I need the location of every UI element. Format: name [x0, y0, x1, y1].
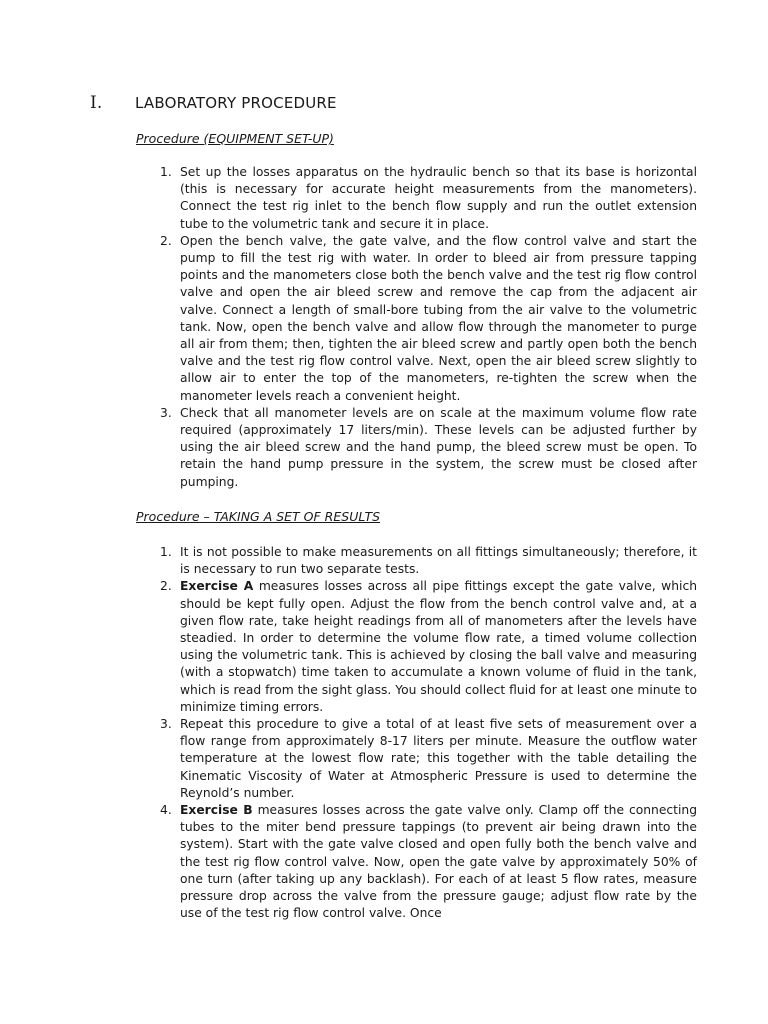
item-text: measures losses across all pipe fittings except the gate valve, which should be kept fully open. Adjust the flow from the bench control valve and, at a given flow rate, take height readings from all of manometers after the levels have steadied. In order to determine the volume flow rate, a timed volume collection using the volumetric tank. This is achieved by closing the ball valve and measuring (with a stopwatch) time taken to accumulate a known volume of fluid in the tank, which is read from the sight glass. You should collect fluid for at least one minute to minimize timing errors. — [180, 579, 697, 714]
taking-results-heading: Procedure – TAKING A SET OF RESULTS — [136, 509, 381, 524]
results-steps-list — [160, 544, 697, 922]
item-number: 1. — [160, 165, 172, 179]
list-item — [160, 578, 697, 716]
item-text: Open the bench valve, the gate valve, and the flow control valve and start the pump to fill the test rig with water. In order to bleed air from pressure tapping points and the manometers close both the bench valve and the test rig flow control valve and open the air bleed screw and remove the cap from the adjacent air valve. Connect a length of small-bore tubing from the air valve to the volumetric tank. Now, open the bench valve and allow flow through the manometer to purge all air from them; then, tighten the air bleed screw and partly open both the bench valve and the test rig flow control valve. Next, open the air bleed screw slightly to allow air to enter the top of the manometers, re-tighten the screw when the manometer levels reach a convenient height. — [180, 233, 697, 403]
item-text: Set up the losses apparatus on the hydraulic bench so that its base is horizontal (this is necessary for accurate height measurements from the manometers). Connect the test rig inlet to the bench flow supply and run the outlet extension tube to the volumetric tank and secure it in place. — [180, 165, 697, 231]
list-item — [160, 544, 697, 578]
section-title: LABORATORY PROCEDURE — [135, 94, 337, 112]
list-item — [160, 802, 697, 922]
list-item — [160, 233, 697, 405]
equipment-setup-heading: Procedure (EQUIPMENT SET-UP) — [136, 131, 334, 146]
item-text: It is not possible to make measurements on all fittings simultaneously; therefore, it is necessary to run two separate tests. — [180, 545, 697, 577]
list-item — [160, 405, 697, 491]
item-text: measures losses across the gate valve only. Clamp off the connecting tubes to the miter bend pressure tappings (to prevent air being drawn into the system). Start with the gate valve closed and open fully both the bench valve and the test rig flow control valve. Now, open the gate valve by approximately 50% of one turn (after taking up any backlash). For each of at least 5 flow rates, measure pressure drop across the valve from the pressure gauge; adjust flow rate by the use of the test rig flow control valve. Once — [180, 803, 697, 921]
item-number: 1. — [160, 545, 172, 559]
list-item — [160, 164, 697, 233]
item-number: 3. — [160, 717, 172, 732]
item-number: 3. — [160, 405, 172, 420]
exercise-label: Exercise A — [180, 579, 254, 594]
section-number: I. — [90, 93, 103, 113]
list-item — [160, 716, 697, 802]
item-text: Check that all manometer levels are on scale at the maximum volume flow rate required (approximately 17 liters/min). These levels can be adjusted further by using the air bleed screw and the hand pump, the bleed screw must be open. To retain the hand pump pressure in the system, the screw must be closed after pumping. — [180, 405, 697, 489]
section-heading — [90, 93, 337, 114]
exercise-label: Exercise B — [180, 803, 253, 818]
item-text: Repeat this procedure to give a total of at least five sets of measurement over a flow range from approximately 8-17 liters per minute. Measure the outflow water temperature at the lowest flow rate; this together with the table detailing the Kinematic Viscosity of Water at Atmospheric Pressure is used to determine the Reynold’s number. — [180, 717, 697, 800]
item-number: 2. — [160, 233, 172, 248]
item-number: 4. — [160, 803, 172, 818]
item-number: 2. — [160, 579, 172, 594]
setup-steps-list — [160, 164, 697, 491]
